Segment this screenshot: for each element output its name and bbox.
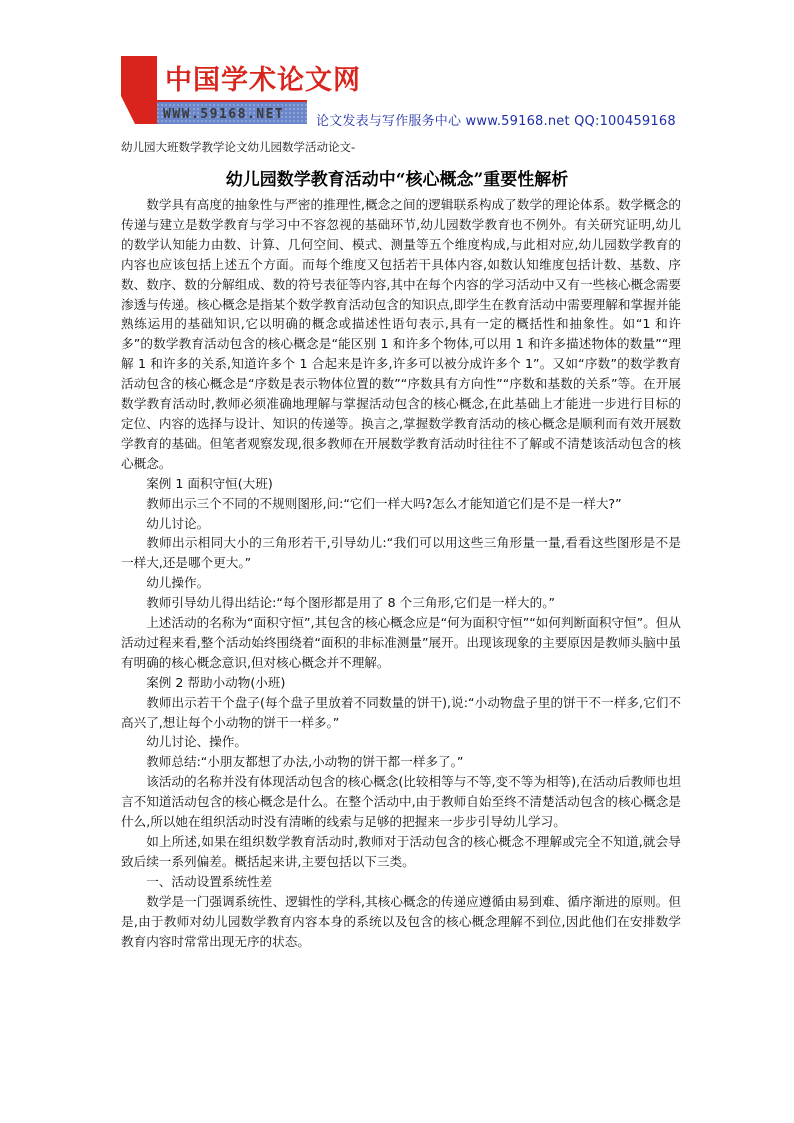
paragraph: 数学是一门强调系统性、逻辑性的学科,其核心概念的传递应遵循由易到难、循序渐进的原则。但是,由于教师对幼儿园数学教育内容本身的系统以及包含的核心概念理解不到位,因此他们在安排数学教育内容时常常出现无序的状态。: [121, 893, 681, 949]
paragraph: 数学具有高度的抽象性与严密的推理性,概念之间的逻辑联系构成了数学的理论体系。数学概念的传递与建立是数学教育与学习中不容忽视的基础环节,幼儿园数学教育也不例外。有关研究证明,幼儿的数学认知能力由数、计算、几何空间、模式、测量等五个维度构成,与此相对应,幼儿园数学教育的内容也应该包括上述五个方面。而每个维度又包括若干具体内容,如数认知维度包括计数、基数、序数、数序、数的分解组成、数的符号表征等内容,其中在每个内容的学习活动中又有一些核心概念需要渗透与传递。核心概念是指某个数学教育活动包含的知识点,即学生在教育活动中需要理解和掌握并能熟练运用的基础知识,它以明确的概念或描述性语句表示,具有一定的概括性和抽象性。如“1 和许多”的数学教育活动包含的核心概念是“能区别 1 和许多个物体,可以用 1 和许多描述物体的数量”“理解 1 和许多的关系,知道许多个 1 合起来是许多,许多可以被分成许多个 1”。又如“序数”的数学教育活动包含的核心概念是“序数是表示物体位置的数”“序数具有方向性”“序数和基数的关系”等。在开展数学教育活动时,教师必须准确地理解与掌握活动包含的核心概念,在此基础上才能进一步进行目标的定位、内容的选择与设计、知识的传递等。换言之,掌握数学教育活动的核心概念是顺利而有效开展数学教育的基础。但笔者观察发现,很多教师在开展数学教育活动时往往不了解或不清楚该活动包含的核心概念。: [121, 197, 681, 471]
breadcrumb: 幼儿园大班数学教学论文幼儿园数学活动论文-: [121, 140, 356, 154]
paragraph: 幼儿讨论、操作。: [146, 734, 247, 750]
paragraph: 教师出示相同大小的三角形若干,引导幼儿:“我们可以用这些三角形量一量,看看这些图形是不是一样大,还是哪个更大。”: [121, 535, 681, 571]
paragraph: 幼儿操作。: [146, 575, 210, 591]
header-contact-line[interactable]: 论文发表与写作服务中心 www.59168.net QQ:100459168: [316, 114, 676, 129]
site-logo[interactable]: [121, 56, 361, 124]
case-heading: 案例 2 帮助小动物(小班): [146, 674, 286, 690]
paragraph: 幼儿讨论。: [146, 515, 210, 531]
logo-graphic: [121, 56, 361, 124]
paragraph: 教师引导幼儿得出结论:“每个图形都是用了 8 个三角形,它们是一样大的。”: [146, 595, 556, 611]
document-title: 幼儿园数学教育活动中“核心概念”重要性解析: [225, 170, 569, 190]
paragraph: 教师总结:“小朋友都想了办法,小动物的饼干都一样多了。”: [146, 754, 464, 770]
logo-url: WWW.59168.NET: [163, 107, 285, 122]
paragraph: 该活动的名称并没有体现活动包含的核心概念(比较相等与不等,变不等为相等),在活动后教师也坦言不知道活动包含的核心概念是什么。在整个活动中,由于教师自始至终不清楚活动包含的核心概念是什么,所以她在组织活动时没有清晰的线索与足够的把握来一步步引导幼儿学习。: [121, 774, 681, 830]
section-heading: 一、活动设置系统性差: [146, 873, 273, 889]
paragraph: 上述活动的名称为“面积守恒”,其包含的核心概念应是“何为面积守恒”“如何判断面积守恒”。但从活动过程来看,整个活动始终围绕着“面积的非标准测量”展开。出现该现象的主要原因是教师头脑中虽有明确的核心概念意识,但对核心概念并不理解。: [121, 615, 681, 670]
paragraph: 如上所述,如果在组织数学教育活动时,教师对于活动包含的核心概念不理解或完全不知道,就会导致后续一系列偏差。概括起来讲,主要包括以下三类。: [121, 834, 681, 869]
paragraph: 教师出示三个不同的不规则图形,问:“它们一样大吗?怎么才能知道它们是不是一样大?”: [146, 495, 622, 511]
document-body: [121, 195, 681, 951]
paragraph: 教师出示若干个盘子(每个盘子里放着不同数量的饼干),说:“小动物盘子里的饼干不一样多,它们不高兴了,想让每个小动物的饼干一样多。”: [121, 694, 681, 730]
case-heading: 案例 1 面积守恒(大班): [146, 475, 273, 491]
logo-title: 中国学术论文网: [165, 65, 361, 96]
